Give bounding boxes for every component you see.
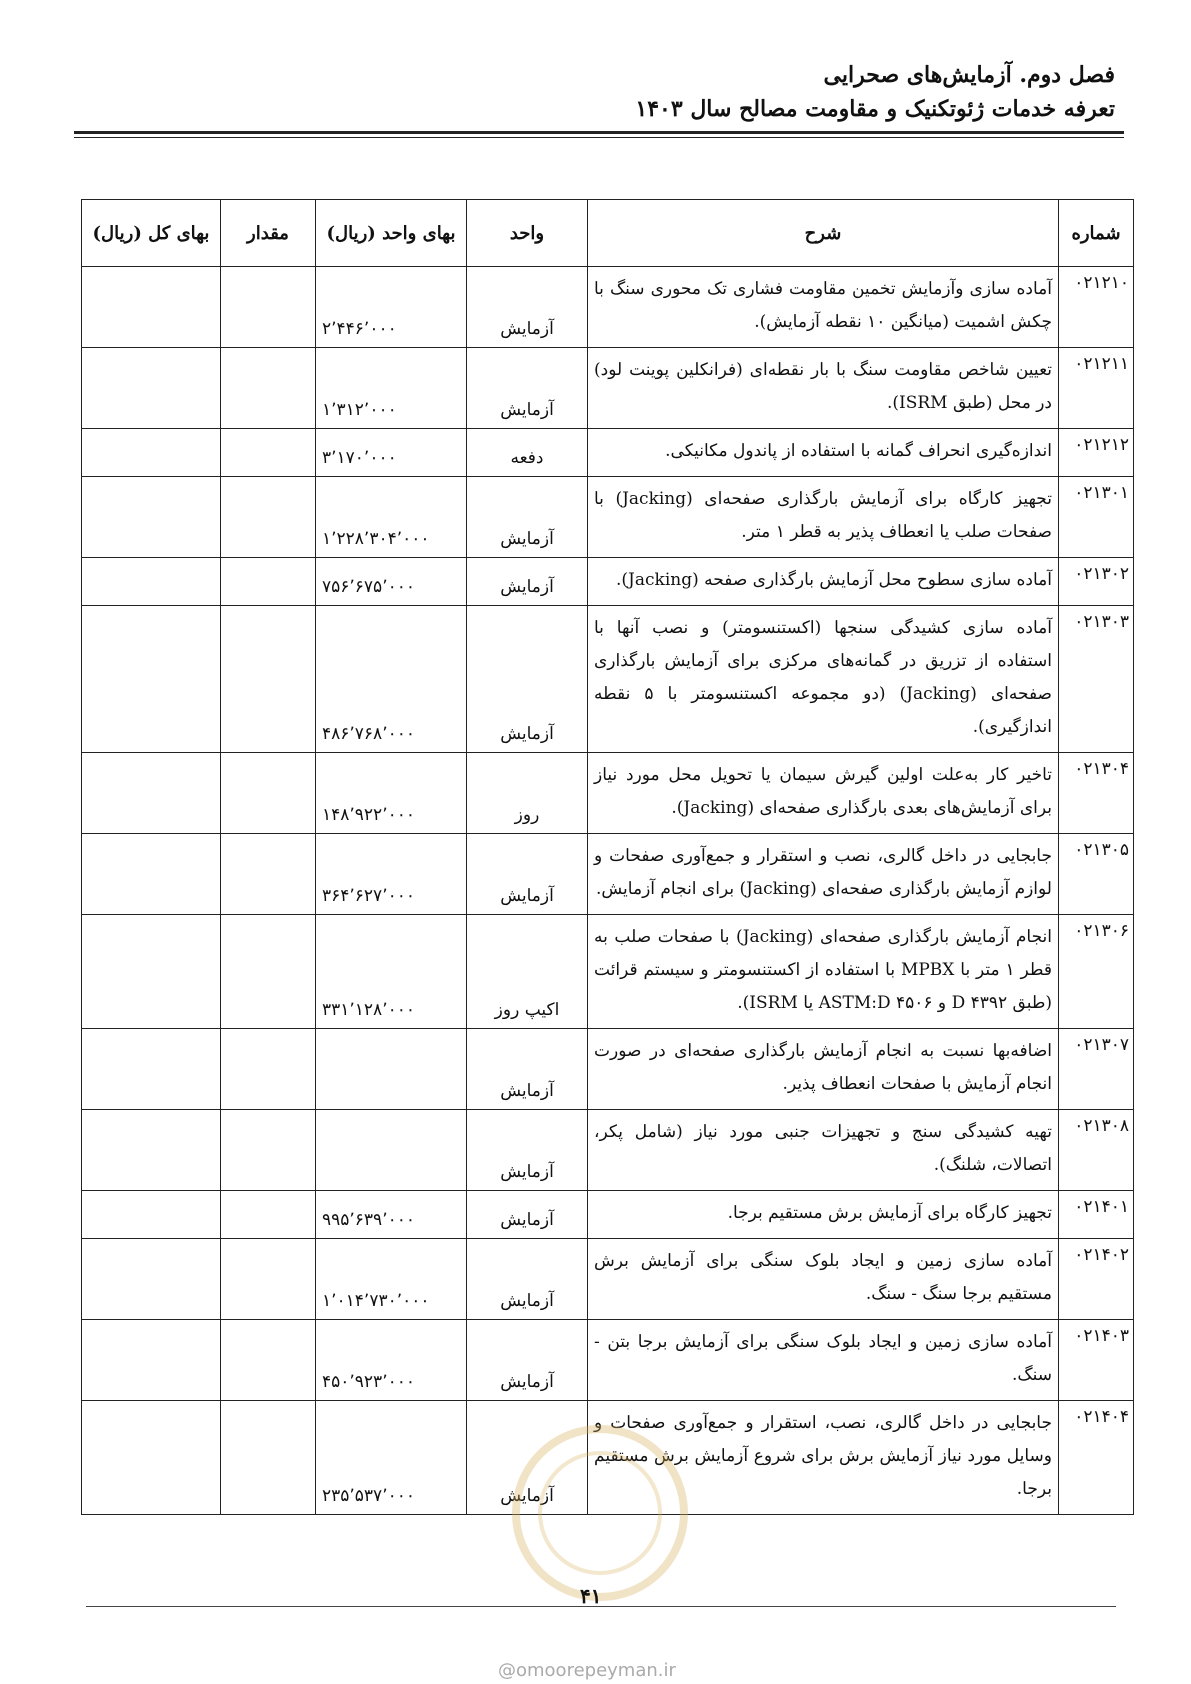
row-description: جابجایی در داخل گالری، نصب و استقرار و جمع‌آوری صفحات و لوازم آزمایش بارگذاری صفحه‌ای (Jacking) برای انجام آزمایش.	[588, 834, 1059, 915]
row-unit: آزمایش	[467, 348, 588, 429]
row-code: ۰۲۱۳۰۳	[1059, 606, 1134, 753]
row-description: تعیین شاخص مقاومت سنگ با بار نقطه‌ای (فرانکلین پوینت لود) در محل (طبق ISRM).	[588, 348, 1059, 429]
row-quantity	[221, 348, 316, 429]
row-unit-price: ۳۶۴٬۶۲۷٬۰۰۰	[316, 834, 467, 915]
row-description: آماده سازی کشیدگی سنجها (اکستنسومتر) و نصب آنها با استفاده از تزریق در گمانه‌های مرکزی برای آزمایش بارگذاری صفحه‌ای (Jacking) (دو مجموعه اکستنسومتر با ۵ نقطه اندازگیری).	[588, 606, 1059, 753]
table-row	[82, 915, 1134, 1029]
row-unit: آزمایش	[467, 1029, 588, 1110]
row-description: تجهیز کارگاه برای آزمایش برش مستقیم برجا.	[588, 1191, 1059, 1239]
row-total-price	[82, 558, 221, 606]
row-code: ۰۲۱۳۰۲	[1059, 558, 1134, 606]
row-total-price	[82, 834, 221, 915]
row-unit: دفعه	[467, 429, 588, 477]
header-quantity: مقدار	[221, 200, 316, 267]
row-quantity	[221, 1320, 316, 1401]
row-unit: آزمایش	[467, 1320, 588, 1401]
row-description: آماده سازی سطوح محل آزمایش بارگذاری صفحه (Jacking).	[588, 558, 1059, 606]
row-unit-price: ۱٬۲۲۸٬۳۰۴٬۰۰۰	[316, 477, 467, 558]
row-code: ۰۲۱۴۰۴	[1059, 1401, 1134, 1515]
footer-rule	[86, 1606, 1116, 1607]
row-total-price	[82, 606, 221, 753]
row-unit: آزمایش	[467, 267, 588, 348]
row-quantity	[221, 834, 316, 915]
row-code: ۰۲۱۳۰۷	[1059, 1029, 1134, 1110]
row-quantity	[221, 1239, 316, 1320]
row-total-price	[82, 1401, 221, 1515]
row-description: جابجایی در داخل گالری، نصب، استقرار و جمع‌آوری صفحات و وسایل مورد نیاز آزمایش برش برای شروع آزمایش برش مستقیم برجا.	[588, 1401, 1059, 1515]
row-unit-price: ۳٬۱۷۰٬۰۰۰	[316, 429, 467, 477]
header-unit: واحد	[467, 200, 588, 267]
row-total-price	[82, 915, 221, 1029]
table-row	[82, 429, 1134, 477]
table-row	[82, 348, 1134, 429]
row-unit: آزمایش	[467, 1110, 588, 1191]
row-description: اضافه‌بها نسبت به انجام آزمایش بارگذاری صفحه‌ای در صورت انجام آزمایش با صفحات انعطاف پذیر.	[588, 1029, 1059, 1110]
row-unit: آزمایش	[467, 606, 588, 753]
table-row	[82, 1239, 1134, 1320]
row-quantity	[221, 1401, 316, 1515]
header-total-price: بهای کل (ریال)	[82, 200, 221, 267]
row-unit: اکیپ روز	[467, 915, 588, 1029]
row-total-price	[82, 753, 221, 834]
row-total-price	[82, 477, 221, 558]
row-quantity	[221, 267, 316, 348]
header-description: شرح	[588, 200, 1059, 267]
table-row	[82, 1191, 1134, 1239]
row-total-price	[82, 1320, 221, 1401]
table-row	[82, 606, 1134, 753]
row-unit-price: ۲۳۵٬۵۳۷٬۰۰۰	[316, 1401, 467, 1515]
row-unit: آزمایش	[467, 1191, 588, 1239]
row-code: ۰۲۱۲۱۲	[1059, 429, 1134, 477]
table-row	[82, 1320, 1134, 1401]
row-code: ۰۲۱۲۱۰	[1059, 267, 1134, 348]
row-description: انجام آزمایش بارگذاری صفحه‌ای (Jacking) با صفحات صلب به قطر ۱ متر با MPBX با استفاده از اکستنسومتر و سیستم قرائت (طبق D ۴۳۹۲ و ASTM:D ۴۵۰۶ یا ISRM).	[588, 915, 1059, 1029]
row-description: تاخیر کار به‌علت اولین گیرش سیمان یا تحویل محل مورد نیاز برای آزمایش‌های بعدی بارگذاری صفحه‌ای (Jacking).	[588, 753, 1059, 834]
seal-watermark	[512, 1425, 688, 1601]
table-row	[82, 1110, 1134, 1191]
row-code: ۰۲۱۲۱۱	[1059, 348, 1134, 429]
table-row	[82, 1029, 1134, 1110]
table-row	[82, 267, 1134, 348]
row-code: ۰۲۱۳۰۶	[1059, 915, 1134, 1029]
row-quantity	[221, 915, 316, 1029]
row-code: ۰۲۱۳۰۴	[1059, 753, 1134, 834]
row-unit-price: ۷۵۶٬۶۷۵٬۰۰۰	[316, 558, 467, 606]
row-quantity	[221, 1191, 316, 1239]
row-code: ۰۲۱۳۰۵	[1059, 834, 1134, 915]
row-unit: آزمایش	[467, 1401, 588, 1515]
table-row	[82, 753, 1134, 834]
site-watermark: @omoorepeyman.ir	[498, 1660, 676, 1681]
row-unit: آزمایش	[467, 1239, 588, 1320]
tariff-table	[81, 199, 1134, 1515]
table-row	[82, 558, 1134, 606]
row-unit: روز	[467, 753, 588, 834]
row-total-price	[82, 348, 221, 429]
header-rule-thin	[74, 137, 1124, 138]
chapter-title: فصل دوم. آزمایش‌های صحرایی	[823, 62, 1115, 88]
row-unit-price: ۱٬۰۱۴٬۷۳۰٬۰۰۰	[316, 1239, 467, 1320]
row-total-price	[82, 1029, 221, 1110]
table-header-row	[82, 200, 1134, 267]
row-code: ۰۲۱۳۰۱	[1059, 477, 1134, 558]
table-row	[82, 477, 1134, 558]
row-unit-price: ۳۳۱٬۱۲۸٬۰۰۰	[316, 915, 467, 1029]
row-description: اندازه‌گیری انحراف گمانه با استفاده از پاندول مکانیکی.	[588, 429, 1059, 477]
row-unit: آزمایش	[467, 558, 588, 606]
header-code: شماره	[1059, 200, 1134, 267]
row-unit-price: ۹۹۵٬۶۳۹٬۰۰۰	[316, 1191, 467, 1239]
row-total-price	[82, 429, 221, 477]
row-code: ۰۲۱۴۰۲	[1059, 1239, 1134, 1320]
header-rule-thick	[74, 131, 1124, 134]
row-description: آماده سازی وآزمایش تخمین مقاومت فشاری تک محوری سنگ با چکش اشمیت (میانگین ۱۰ نقطه آزمایش).	[588, 267, 1059, 348]
row-description: تهیه کشیدگی سنج و تجهیزات جنبی مورد نیاز (شامل پکر، اتصالات، شلنگ).	[588, 1110, 1059, 1191]
row-description: آماده سازی زمین و ایجاد بلوک سنگی برای آزمایش برش مستقیم برجا سنگ - سنگ.	[588, 1239, 1059, 1320]
row-unit: آزمایش	[467, 477, 588, 558]
row-unit-price	[316, 1110, 467, 1191]
page-header	[65, 58, 1115, 126]
row-description: تجهیز کارگاه برای آزمایش بارگذاری صفحه‌ای (Jacking) با صفحات صلب یا انعطاف پذیر به قطر ۱ متر.	[588, 477, 1059, 558]
row-total-price	[82, 1110, 221, 1191]
row-unit-price: ۱٬۳۱۲٬۰۰۰	[316, 348, 467, 429]
table-row	[82, 834, 1134, 915]
row-total-price	[82, 1191, 221, 1239]
row-total-price	[82, 267, 221, 348]
table-body	[82, 267, 1134, 1515]
row-code: ۰۲۱۴۰۱	[1059, 1191, 1134, 1239]
row-quantity	[221, 1029, 316, 1110]
row-quantity	[221, 753, 316, 834]
row-unit-price: ۴۵۰٬۹۲۳٬۰۰۰	[316, 1320, 467, 1401]
row-description: آماده سازی زمین و ایجاد بلوک سنگی برای آزمایش برجا بتن - سنگ.	[588, 1320, 1059, 1401]
row-unit-price: ۲٬۴۴۶٬۰۰۰	[316, 267, 467, 348]
row-quantity	[221, 606, 316, 753]
row-quantity	[221, 558, 316, 606]
row-unit: آزمایش	[467, 834, 588, 915]
row-quantity	[221, 429, 316, 477]
row-unit-price: ۱۴۸٬۹۲۲٬۰۰۰	[316, 753, 467, 834]
row-quantity	[221, 1110, 316, 1191]
document-title: تعرفه خدمات ژئوتکنیک و مقاومت مصالح سال ۱۴۰۳	[635, 96, 1115, 122]
row-total-price	[82, 1239, 221, 1320]
row-unit-price: ۴۸۶٬۷۶۸٬۰۰۰	[316, 606, 467, 753]
row-code: ۰۲۱۴۰۳	[1059, 1320, 1134, 1401]
row-quantity	[221, 477, 316, 558]
row-code: ۰۲۱۳۰۸	[1059, 1110, 1134, 1191]
page-number: ۴۱	[580, 1584, 602, 1608]
row-unit-price	[316, 1029, 467, 1110]
header-unit-price: بهای واحد (ریال)	[316, 200, 467, 267]
